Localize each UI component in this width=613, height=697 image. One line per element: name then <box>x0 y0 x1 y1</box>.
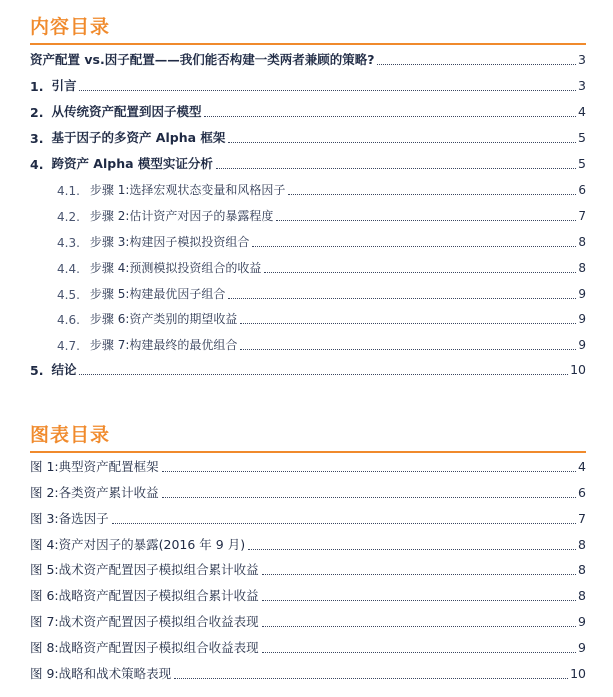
toc-entry[interactable] <box>30 358 586 378</box>
dot-leader <box>162 471 576 472</box>
figure-entry-label: 图 6:战略资产配置因子模拟组合累计收益 <box>30 588 259 603</box>
toc-entry-page: 3 <box>578 52 586 67</box>
toc-entry-number: 4.3. <box>57 236 80 250</box>
figure-entry[interactable] <box>30 558 586 578</box>
toc-entry-label: 引言 <box>51 78 77 93</box>
dot-leader <box>79 90 576 91</box>
figure-entry[interactable] <box>30 662 586 682</box>
dot-leader <box>79 374 568 375</box>
toc-entry[interactable] <box>30 152 586 172</box>
toc-entry-page: 9 <box>578 338 586 352</box>
toc-entry-page: 10 <box>570 362 586 377</box>
toc-entry-number: 4.1. <box>57 184 80 198</box>
toc-entry-number: 4.7. <box>57 339 80 353</box>
toc-entry-page: 6 <box>578 183 586 197</box>
dot-leader <box>228 142 576 143</box>
toc-entry-number: 4.6. <box>57 313 80 327</box>
toc-subentry[interactable] <box>57 307 586 327</box>
toc-entry-label: 步骤 4:预测模拟投资组合的收益 <box>89 261 262 275</box>
figures-heading-rule <box>30 451 586 453</box>
dot-leader <box>228 298 576 299</box>
toc-entry-number: 4. <box>30 157 44 172</box>
dot-leader <box>240 323 576 324</box>
dot-leader <box>262 652 576 653</box>
figure-entry[interactable] <box>30 610 586 630</box>
toc-entry-page: 9 <box>578 287 586 301</box>
toc-entry[interactable] <box>30 74 586 94</box>
toc-entry-label: 跨资产 Alpha 模型实证分析 <box>51 156 213 171</box>
dot-leader <box>288 194 576 195</box>
toc-entry-label: 步骤 5:构建最优因子组合 <box>89 287 226 301</box>
figure-entry-page: 7 <box>578 511 586 526</box>
figure-entry[interactable] <box>30 584 586 604</box>
toc-entry-page: 4 <box>578 104 586 119</box>
dot-leader <box>262 574 576 575</box>
figure-entry-page: 8 <box>578 537 586 552</box>
dot-leader <box>240 349 576 350</box>
figure-entry[interactable] <box>30 481 586 501</box>
toc-entry-label: 步骤 3:构建因子模拟投资组合 <box>89 235 250 249</box>
dot-leader <box>276 220 576 221</box>
figure-entry-page: 9 <box>578 640 586 655</box>
dot-leader <box>264 272 576 273</box>
toc-entry-label: 从传统资产配置到因子模型 <box>51 104 202 119</box>
dot-leader <box>262 600 576 601</box>
toc-entry-page: 5 <box>578 130 586 145</box>
dot-leader <box>377 64 576 65</box>
toc-entry-number: 3. <box>30 131 44 146</box>
toc-entry-label: 资产配置 vs.因子配置——我们能否构建一类两者兼顾的策略? <box>30 52 375 67</box>
figure-entry-page: 8 <box>578 562 586 577</box>
dot-leader <box>174 678 568 679</box>
dot-leader <box>252 246 576 247</box>
toc-entry[interactable] <box>30 100 586 120</box>
toc-entry-label: 步骤 1:选择宏观状态变量和风格因子 <box>89 183 286 197</box>
figure-entry-page: 10 <box>570 666 586 681</box>
dot-leader <box>112 523 576 524</box>
toc-heading: 内容目录 <box>30 16 111 38</box>
figure-entry-page: 4 <box>578 459 586 474</box>
figure-entry-label: 图 4:资产对因子的暴露(2016 年 9 月) <box>30 537 246 552</box>
toc-entry-label: 结论 <box>51 362 77 377</box>
figure-entry-page: 8 <box>578 588 586 603</box>
toc-entry[interactable] <box>30 126 586 146</box>
toc-entry-page: 8 <box>578 235 586 249</box>
toc-entry-number: 4.2. <box>57 210 80 224</box>
toc-entry-label: 基于因子的多资产 Alpha 框架 <box>51 130 226 145</box>
toc-entry-page: 9 <box>578 312 586 326</box>
toc-subentry[interactable] <box>57 282 586 302</box>
dot-leader <box>248 549 576 550</box>
dot-leader <box>262 626 576 627</box>
toc-entry-page: 7 <box>578 209 586 223</box>
toc-entry[interactable] <box>30 48 586 68</box>
figure-entry-label: 图 3:备选因子 <box>30 511 109 526</box>
figure-entry-label: 图 7:战术资产配置因子模拟组合收益表现 <box>30 614 259 629</box>
figure-entry-label: 图 9:战略和战术策略表现 <box>30 666 172 681</box>
toc-subentry[interactable] <box>57 204 586 224</box>
toc-entry-page: 3 <box>578 78 586 93</box>
figure-entry[interactable] <box>30 533 586 553</box>
figure-entry-label: 图 5:战术资产配置因子模拟组合累计收益 <box>30 562 259 577</box>
figures-heading: 图表目录 <box>30 424 111 446</box>
toc-entry-number: 4.5. <box>57 288 80 302</box>
toc-subentry[interactable] <box>57 256 586 276</box>
toc-subentry[interactable] <box>57 178 586 198</box>
toc-entry-number: 5. <box>30 363 44 378</box>
figure-entry-label: 图 8:战略资产配置因子模拟组合收益表现 <box>30 640 259 655</box>
toc-subentry[interactable] <box>57 230 586 250</box>
toc-heading-rule <box>30 43 586 45</box>
toc-entry-number: 1. <box>30 79 44 94</box>
dot-leader <box>162 497 576 498</box>
figure-entry[interactable] <box>30 455 586 475</box>
dot-leader <box>216 168 576 169</box>
dot-leader <box>204 116 576 117</box>
toc-entry-label: 步骤 7:构建最终的最优组合 <box>89 338 238 352</box>
toc-entry-page: 8 <box>578 261 586 275</box>
toc-subentry[interactable] <box>57 333 586 353</box>
toc-entry-label: 步骤 6:资产类别的期望收益 <box>89 312 238 326</box>
toc-entry-number: 2. <box>30 105 44 120</box>
figure-entry[interactable] <box>30 507 586 527</box>
figure-entry-label: 图 2:各类资产累计收益 <box>30 485 159 500</box>
toc-entry-page: 5 <box>578 156 586 171</box>
figure-entry-page: 9 <box>578 614 586 629</box>
figure-entry[interactable] <box>30 636 586 656</box>
figure-entry-page: 6 <box>578 485 586 500</box>
figure-entry-label: 图 1:典型资产配置框架 <box>30 459 159 474</box>
toc-entry-number: 4.4. <box>57 262 80 276</box>
toc-entry-label: 步骤 2:估计资产对因子的暴露程度 <box>89 209 274 223</box>
